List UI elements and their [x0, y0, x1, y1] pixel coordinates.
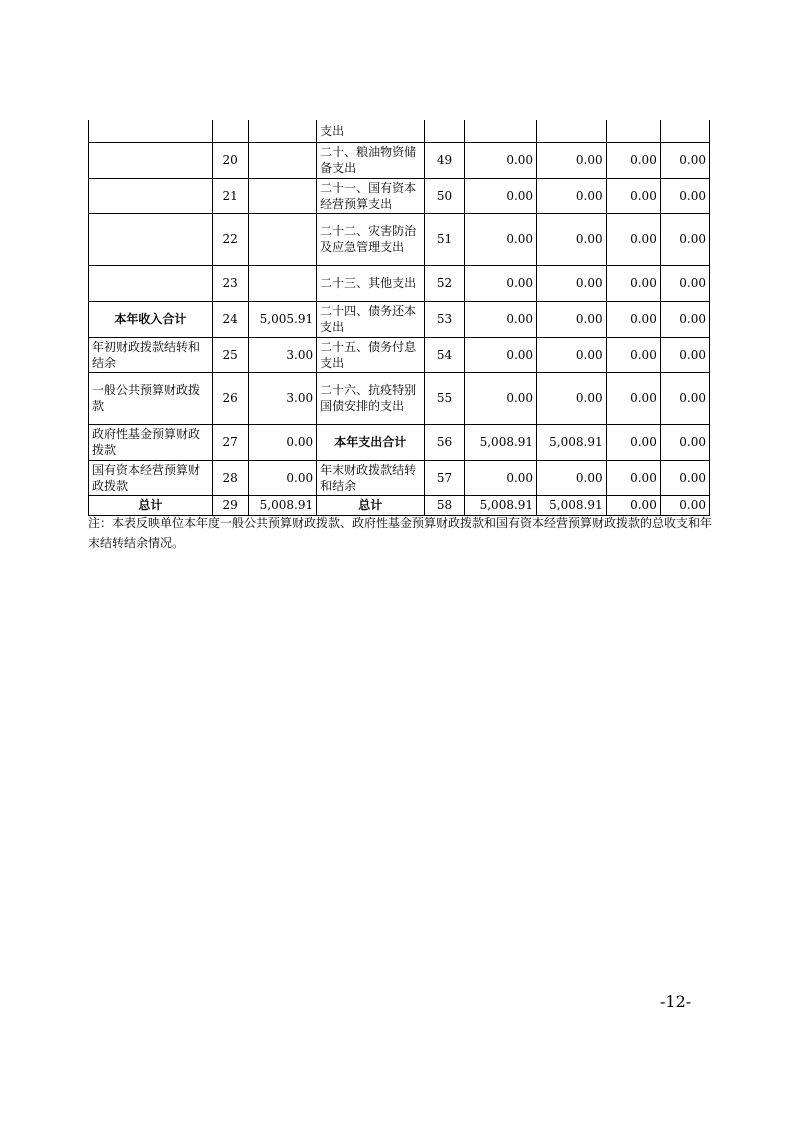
income-item-label: 一般公共预算财政拨款: [89, 372, 213, 424]
expense-total: 0.00: [465, 460, 537, 495]
expense-row-number: 49: [424, 142, 465, 178]
expense-total: 0.00: [465, 178, 537, 213]
income-amount: 0.00: [248, 424, 317, 460]
income-row-number: 22: [212, 213, 248, 265]
table-row: [89, 495, 710, 515]
income-row-number: 26: [212, 372, 248, 424]
expense-total: 5,008.91: [465, 424, 537, 460]
expense-general-budget: 0.00: [537, 460, 607, 495]
expense-general-budget: 0.00: [537, 372, 607, 424]
income-total-label: 本年收入合计: [89, 301, 213, 337]
table-row: [89, 213, 710, 265]
expense-item-label: 支出: [317, 120, 424, 142]
grand-total-label: 总计: [317, 495, 424, 515]
income-row-number: [212, 120, 248, 142]
table-row: [89, 301, 710, 337]
expense-row-number: 55: [424, 372, 465, 424]
expense-row-number: 56: [424, 424, 465, 460]
table-row: [89, 460, 710, 495]
income-amount: 3.00: [248, 337, 317, 372]
expense-gov-fund: 0.00: [606, 142, 660, 178]
expense-state-capital: 0.00: [660, 178, 709, 213]
income-item-label: [89, 120, 213, 142]
expense-state-capital: 0.00: [660, 142, 709, 178]
expense-row-number: 51: [424, 213, 465, 265]
expense-item-label: 二十一、国有资本经营预算支出: [317, 178, 424, 213]
income-amount: [248, 178, 317, 213]
expense-general-budget: 5,008.91: [537, 424, 607, 460]
expense-gov-fund: 0.00: [606, 301, 660, 337]
expense-general-budget: 0.00: [537, 337, 607, 372]
expense-row-number: 54: [424, 337, 465, 372]
expense-total: 0.00: [465, 142, 537, 178]
income-row-number: 29: [212, 495, 248, 515]
expense-general-budget: 0.00: [537, 178, 607, 213]
expense-gov-fund: 0.00: [606, 424, 660, 460]
expense-general-budget: 5,008.91: [537, 495, 607, 515]
income-item-label: 国有资本经营预算财政拨款: [89, 460, 213, 495]
fiscal-summary-table: [88, 120, 710, 516]
expense-row-number: 57: [424, 460, 465, 495]
expense-total: 0.00: [465, 265, 537, 301]
expense-general-budget: 0.00: [537, 265, 607, 301]
expense-row-number: 58: [424, 495, 465, 515]
table-footnote: 注：本表反映单位本年度一般公共预算财政拨款、政府性基金预算财政拨款和国有资本经营预算财政拨款的总收支和年末结转结余情况。: [88, 516, 713, 550]
expense-gov-fund: 0.00: [606, 178, 660, 213]
expense-item-label: 二十四、债务还本支出: [317, 301, 424, 337]
expense-total: [465, 120, 537, 142]
table-row: [89, 142, 710, 178]
table-row: [89, 337, 710, 372]
expense-general-budget: 0.00: [537, 301, 607, 337]
expense-gov-fund: 0.00: [606, 372, 660, 424]
expense-gov-fund: 0.00: [606, 213, 660, 265]
expense-total: 0.00: [465, 213, 537, 265]
expense-gov-fund: 0.00: [606, 337, 660, 372]
income-row-number: 20: [212, 142, 248, 178]
expense-general-budget: 0.00: [537, 213, 607, 265]
expense-item-label: 二十、粮油物资储备支出: [317, 142, 424, 178]
table-row: [89, 120, 710, 142]
income-item-label: 年初财政拨款结转和结余: [89, 337, 213, 372]
expense-state-capital: 0.00: [660, 372, 709, 424]
expense-state-capital: 0.00: [660, 460, 709, 495]
expense-total: 0.00: [465, 301, 537, 337]
income-item-label: 政府性基金预算财政拨款: [89, 424, 213, 460]
table-row: [89, 178, 710, 213]
expense-item-label: 二十五、债务付息支出: [317, 337, 424, 372]
expense-state-capital: 0.00: [660, 495, 709, 515]
income-row-number: 25: [212, 337, 248, 372]
expense-state-capital: 0.00: [660, 265, 709, 301]
income-row-number: 21: [212, 178, 248, 213]
expense-item-label: 二十六、抗疫特别国债安排的支出: [317, 372, 424, 424]
income-amount: 5,005.91: [248, 301, 317, 337]
expense-item-label: 二十二、灾害防治及应急管理支出: [317, 213, 424, 265]
expense-gov-fund: 0.00: [606, 495, 660, 515]
income-amount: 0.00: [248, 460, 317, 495]
expense-state-capital: 0.00: [660, 301, 709, 337]
income-amount: 5,008.91: [248, 495, 317, 515]
grand-total-label: 总计: [89, 495, 213, 515]
expense-total-label: 本年支出合计: [317, 424, 424, 460]
expense-item-label: 年末财政拨款结转和结余: [317, 460, 424, 495]
expense-state-capital: 0.00: [660, 213, 709, 265]
income-item-label: [89, 178, 213, 213]
table-row: [89, 372, 710, 424]
expense-general-budget: [537, 120, 607, 142]
income-item-label: [89, 265, 213, 301]
expense-row-number: 50: [424, 178, 465, 213]
page-number: -12-: [660, 992, 692, 1011]
table-row: [89, 424, 710, 460]
expense-total: 0.00: [465, 337, 537, 372]
income-row-number: 27: [212, 424, 248, 460]
expense-state-capital: 0.00: [660, 337, 709, 372]
income-amount: [248, 120, 317, 142]
income-row-number: 24: [212, 301, 248, 337]
income-amount: 3.00: [248, 372, 317, 424]
income-row-number: 28: [212, 460, 248, 495]
expense-state-capital: [660, 120, 709, 142]
income-row-number: 23: [212, 265, 248, 301]
expense-total: 0.00: [465, 372, 537, 424]
income-item-label: [89, 142, 213, 178]
income-amount: [248, 265, 317, 301]
income-amount: [248, 142, 317, 178]
expense-row-number: 52: [424, 265, 465, 301]
income-item-label: [89, 213, 213, 265]
expense-row-number: 53: [424, 301, 465, 337]
income-amount: [248, 213, 317, 265]
expense-state-capital: 0.00: [660, 424, 709, 460]
expense-item-label: 二十三、其他支出: [317, 265, 424, 301]
expense-gov-fund: 0.00: [606, 460, 660, 495]
expense-gov-fund: [606, 120, 660, 142]
expense-total: 5,008.91: [465, 495, 537, 515]
expense-gov-fund: 0.00: [606, 265, 660, 301]
table-row: [89, 265, 710, 301]
expense-general-budget: 0.00: [537, 142, 607, 178]
expense-row-number: [424, 120, 465, 142]
